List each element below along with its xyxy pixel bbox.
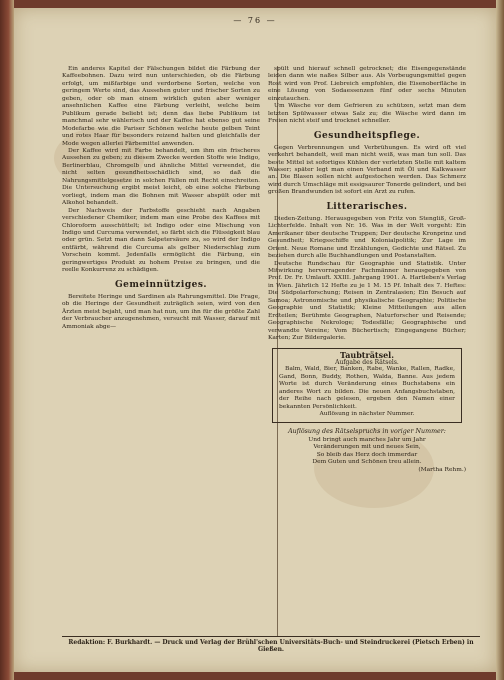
puzzle-box xyxy=(272,348,462,423)
section-heading-gemeinnuetziges: Gemeinnütziges. xyxy=(114,279,208,290)
poem-line: Dem Guten und Schönen treu allein. xyxy=(312,459,422,466)
left-column xyxy=(62,66,260,641)
puzzle-title: Taubträtsel. xyxy=(340,349,394,360)
section-heading-litterarisches: Litterarisches. xyxy=(326,201,408,212)
page-edge xyxy=(496,0,504,680)
paragraph: spült und hierauf schnell getrocknet; die Eisengegenstände leiden dann wie naßes Silber aus. Als Vorbeugungsmittel gegen Rost wird von Prof. Liebreich empfohlen, die Eisenoberfläche in eine Lösung von Sodaessenzen fünf oder sechs Minuten einzutauchen. xyxy=(268,66,466,102)
paragraph: Gegen Verbrennungen und Verbrühungen. Es wird oft viel verkehrt behandelt, weil man nicht weiß, was man tun soll. Das beste Mittel ist sofortiges Kühlen der verletzten Stelle mit kaltem Wasser; später legt man einen Verband mit Öl und Kalkwasser an. Die Blasen sollen nicht aufgestochen werden. Das Schmerz wird durch Umschläge mit essigsaurer Tonerde gelindert, und bei großen Brandwunden ist sofort ein Arzt zu rufen. xyxy=(268,144,466,196)
poem-line: So bleib das Herz doch immerdar xyxy=(316,451,418,458)
book-binding xyxy=(0,0,14,680)
poem-author: (Martha Rehm.) xyxy=(418,466,466,473)
paragraph: Bereitete Heringe und Sardinen als Rahrungsmittel. Die Frage, ob die Heringe der Gesundheit zuträglich seien, wird von den Ärzten meist bejaht, und man hat nun, um ihn für die größte Zahl der Verbraucher anzugenehmen, versucht mit Wasser, darauf mit Ammoniak abge— xyxy=(62,293,260,330)
page-number: — 76 — xyxy=(233,16,277,25)
newspaper-page xyxy=(14,8,496,672)
poem-line: Veränderungen mit und neues Sein, xyxy=(313,444,421,451)
paragraph: Ein anderes Kapitel der Fälschungen bildet die Färbung der Kaffeebohnen. Dazu wird nun unterschieden, ob die Färbung erfolgt, um mißfarbige und verdorbene Sorten, welche von geringem Werte sind, das Aussehen guter und frischer Sorten zu geben, oder ob man einem wirklich guten aber weniger ansehnlichen Kaffee eine Färbung verleiht, welche beim Publikum gerade beliebt ist; denn das liebe Publikum ist manchmal sehr wählerisch und der Kaffee hat ebenso gut seine Modefarbe wie die Pariser Schönen welche heute gelben Teint und rotes Haar für besonders reizend halten und gleichfalls der Mode wegen allerlei Färbemittel anwenden. xyxy=(62,66,260,147)
paragraph: Der Nachweis der Farbstoffe geschieht nach Angaben verschiedener Chemiker, indem man eine Probe des Kaffees mit Chloroform ausschüttelt; ist Indigo oder eine Mischung von Indigo und Curcuma verwendet, so färbt sich die Flüssigkeit blau oder grün. Setzt man dann Salpetersäure zu, so wird der Indigo entfärbt, während die Curcuma als gelber Niederschlag zum Vorschein kommt. Jedenfalls ermöglicht die Färbung, ein geringwertiges Produkt zu hohem Preise zu bringen, und die reelle Konkurrenz zu schädigen. xyxy=(62,207,260,274)
paragraph: Der Kaffee wird mit Farbe behandelt, um ihm ein frischeres Aussehen zu geben; zu diesem Zwecke werden Stoffe wie Indigo, Berlinerblau, Chromgelb und ähnliche Mittel verwendet, die nicht selten gesundheitsschädlich sind, so daß die Nahrungsmittelgesetze in solchen Fällen mit Recht einschreiten. Die Untersuchung ergibt meist leicht, ob eine solche Färbung vorliegt, indem man die Bohnen mit Wasser abspült oder mit Alkohol behandelt. xyxy=(62,147,260,207)
poem-line: Und bringt auch manches Jahr um Jahr xyxy=(308,437,426,444)
paragraph: Deutsche Rundschau für Geographie und Statistik. Unter Mitwirkung hervorragender Fachmänner herausgegeben von Prof. Dr. Fr. Umlauft. XXIII. Jahrgang 1901. A. Hartleben's Verlag in Wien. Jährlich 12 Hefte zu je 1 M. 15 Pf. Inhalt des 7. Heftes: Die Südpolarforschung; Reisen in Zentralasien; Ein Besuch auf Samoa; Astronomische und physikalische Geographie; Politische Geographie und Statistik; Kleine Mitteilungen aus allen Erdteilen; Berühmte Geographen, Naturforscher und Reisende; Geographische Nekrologe; Todesfälle; Geographische und verwandte Vereine; Vom Büchertisch; Eingegangene Bücher; Karten; Zur Bildergalerie. xyxy=(268,260,466,342)
paragraph: Dieden-Zeitung. Herausgegeben von Fritz von Stengliß, Groß-Lichterfelde. Inhalt von Nr. 16. Was in der Welt vorgeht: Ein Amerikaner über deutsche Truppen; Der deutsche Kronprinz und Gesundheit; Kriegsschiffe und Kolonialpolitik; Zur Lage im Orient. Neue Romane und Erzählungen, Gedichte und Rätsel. Zu beziehen durch alle Buchhandlungen und Postanstalten. xyxy=(268,215,466,260)
right-column xyxy=(268,66,466,641)
puzzle-text: Balm, Wald, Bier, Banken, Rabe, Wanke, Rallen, Radke, Gand, Bonn, Buddy, Rothen, Walda, Banne. Aus jedem Worte ist durch Veränderung eines Buchstabens ein anderes Wort zu bilden. Die neuen Anfangsbuchstaben, der Reihe nach gelesen, ergeben den Namen einer bekannten Persönlichkeit. xyxy=(279,366,455,410)
solution-heading: Auflösung des Rätselspruchs in voriger Nummer: xyxy=(288,427,446,435)
imprint-footer: Redaktion: F. Burkhardt. — Druck und Verlag der Brühl'schen Universitäts-Buch- und Steindruckerei (Pietsch Erben) in Gießen. xyxy=(62,636,480,653)
puzzle-solution-note: Auflösung in nächster Nummer. xyxy=(319,411,415,418)
section-heading-gesundheitspflege: Gesundheitspflege. xyxy=(313,130,421,141)
puzzle-subtitle: Aufgabe des Rätsels. xyxy=(335,358,399,366)
paragraph: Um Wäsche vor dem Gefrieren zu schützen, setzt man dem letzten Spülwasser etwas Salz zu; die Wäsche wird dann im Freien nicht steif und trocknet schneller. xyxy=(268,103,466,125)
